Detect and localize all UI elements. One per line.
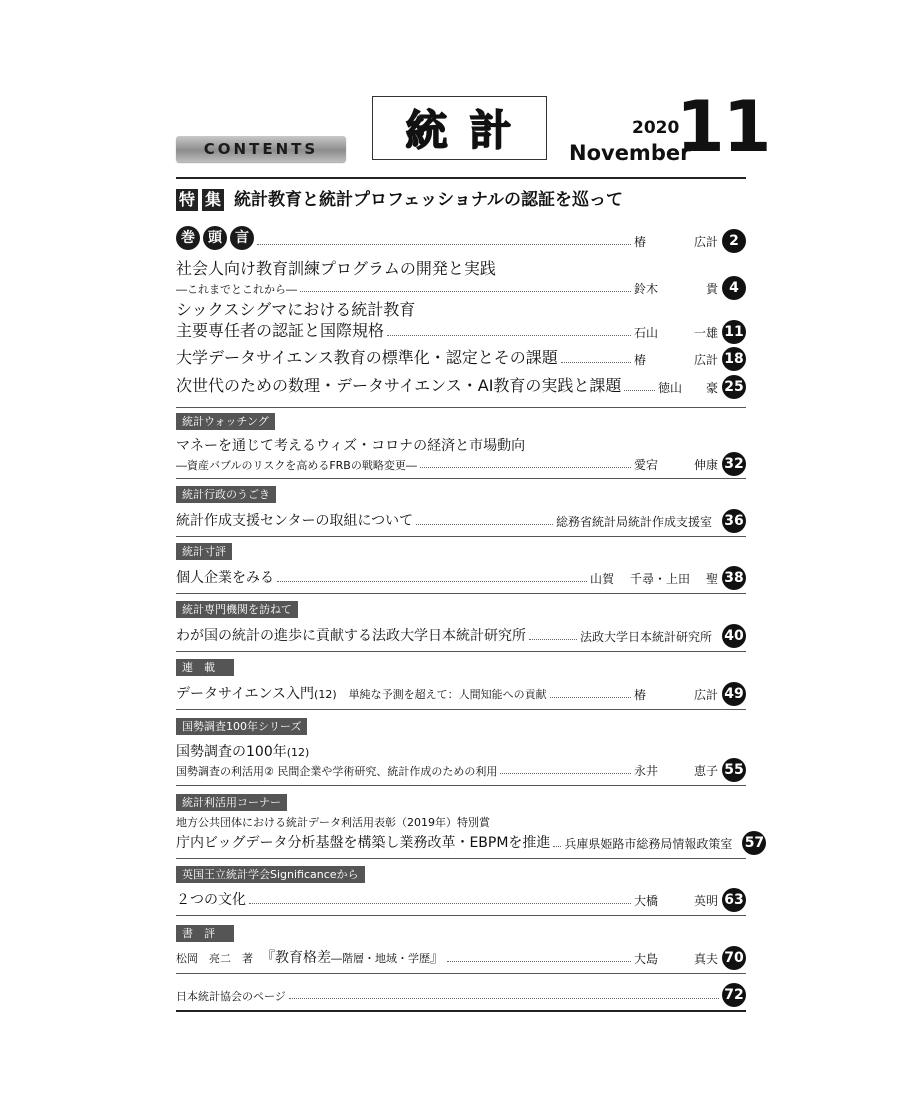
book-title: 『教育格差 (261, 950, 331, 966)
section-divider (176, 407, 746, 408)
section-label-riyou: 統計利活用コーナー (176, 794, 287, 811)
section-divider (176, 651, 746, 652)
page-number: 2 (722, 229, 746, 253)
section-label-gyosei: 統計行政のうごき (176, 486, 276, 503)
section-label-sunpyo: 統計寸評 (176, 543, 232, 560)
toc-entry-rensai[interactable] (176, 682, 746, 703)
feature-heading (176, 189, 623, 211)
award-line: 地方公共団体における統計データ利活用表彰（2019年）特別賞 (176, 816, 490, 829)
leader-dots (300, 291, 631, 292)
article-title: 個人企業をみる (176, 570, 274, 586)
toc-entry-shohyo[interactable] (176, 946, 746, 967)
leader-dots (624, 390, 655, 391)
leader-dots (257, 244, 631, 245)
section-divider (176, 593, 746, 594)
foreword-char-3: 言 (230, 226, 254, 250)
article-subtitle: 単純な予測を超えて：人間知能への貢献 (348, 688, 547, 701)
author: 椿 広計 (634, 688, 718, 702)
footer-rule (176, 1010, 746, 1012)
author: 大橋 英明 (634, 894, 718, 908)
leader-dots (416, 524, 553, 525)
leader-dots (553, 846, 561, 847)
section-label-kokusei: 国勢調査100年シリーズ (176, 718, 307, 735)
article-title[interactable]: 社会人向け教育訓練プログラムの開発と実践 (176, 259, 496, 278)
page-number: 18 (722, 347, 746, 371)
author: 兵庫県姫路市総務局情報政策室 (564, 837, 733, 851)
book-reviewer: 松岡 亮二 著 (176, 952, 253, 965)
author: 総務省統計局統計作成支援室 (555, 515, 712, 529)
article-title: わが国の統計の進歩に貢献する法政大学日本統計研究所 (176, 628, 526, 644)
article-title: 統計作成支援センターの取組について (176, 513, 414, 529)
section-label-shohyo: 書 評 (176, 925, 234, 942)
contents-label: CONTENTS (176, 136, 346, 162)
section-divider (176, 536, 746, 537)
page-number: 49 (722, 682, 746, 706)
section-divider (176, 858, 746, 859)
toc-entry-article-2[interactable] (176, 320, 746, 341)
book-title-close: 』 (430, 950, 444, 966)
section-divider (176, 478, 746, 479)
series-number: (12) (314, 688, 337, 701)
page-number: 25 (722, 375, 746, 399)
feature-title: 統計教育と統計プロフェッショナルの認証を巡って (234, 190, 623, 210)
article-title: 日本統計協会のページ (176, 990, 286, 1003)
leader-dots (387, 335, 631, 336)
article-title: 大学データサイエンス教育の標準化・認定とその課題 (176, 348, 558, 367)
page-number: 70 (722, 946, 746, 970)
toc-entry-article-3[interactable] (176, 347, 746, 368)
foreword-char-2: 頭 (203, 226, 227, 250)
issue-number: 11 (676, 86, 770, 168)
toc-entry-foreword[interactable] (176, 226, 746, 250)
page-number: 63 (722, 888, 746, 912)
article-title: ２つの文化 (176, 892, 246, 908)
section-divider (176, 915, 746, 916)
author: 椿 広計 (634, 353, 718, 367)
section-label-watching: 統計ウォッチング (176, 413, 275, 430)
issue-month: November (569, 141, 691, 165)
article-title: データサイエンス入門 (176, 686, 315, 702)
toc-entry-kyokai[interactable] (176, 983, 746, 1004)
page-number: 4 (722, 276, 746, 300)
toc-entry-article-4[interactable] (176, 375, 746, 396)
page-number: 40 (722, 624, 746, 648)
article-title-line2: 主要専任者の認証と国際規格 (176, 321, 385, 340)
leader-dots (561, 362, 631, 363)
author: 石山 一雄 (634, 326, 718, 340)
leader-dots (500, 773, 631, 774)
leader-dots (529, 639, 577, 640)
section-label-significance: 英国王立統計学会Significanceから (176, 866, 365, 883)
article-title-line1[interactable]: シックスシグマにおける統計教育 (176, 300, 416, 319)
page-number: 32 (722, 452, 746, 476)
page-number: 11 (722, 320, 746, 344)
feature-badge-2: 集 (202, 189, 224, 211)
magazine-title: 統計 (405, 106, 534, 155)
section-divider (176, 785, 746, 786)
leader-dots (249, 903, 631, 904)
page-number: 72 (722, 983, 746, 1007)
author: 椿 広計 (634, 235, 718, 249)
author: 山賀 千尋・上田 聖 (590, 572, 718, 586)
toc-entry-kokusei[interactable] (176, 758, 746, 779)
section-label-kikan: 統計専門機関を訪ねて (176, 601, 298, 618)
author: 大島 真夫 (634, 952, 718, 966)
feature-badge-1: 特 (176, 189, 198, 211)
toc-entry-article-1[interactable] (176, 276, 746, 297)
toc-entry-sunpyo[interactable] (176, 566, 746, 587)
page-number: 55 (722, 758, 746, 782)
header-rule (176, 177, 746, 179)
toc-entry-watching[interactable] (176, 452, 746, 473)
toc-entry-kikan[interactable] (176, 624, 746, 645)
author: 永井 恵子 (634, 764, 718, 778)
author: 愛宕 伸康 (634, 458, 718, 472)
magazine-logo (372, 96, 547, 160)
section-divider (176, 973, 746, 974)
leader-dots (420, 467, 631, 468)
article-title: 庁内ビッグデータ分析基盤を構築し業務改革・EBPMを推進 (176, 835, 551, 851)
page-number: 36 (722, 509, 746, 533)
page-number: 38 (722, 566, 746, 590)
toc-entry-riyou[interactable] (176, 831, 765, 852)
leader-dots (289, 998, 719, 999)
article-title: 国勢調査の100年 (176, 744, 287, 760)
foreword-char-1: 巻 (176, 226, 200, 250)
article-subtitle: 国勢調査の利活用② 民間企業や学術研究、統計作成のための利用 (176, 765, 498, 778)
author: 徳山 豪 (658, 381, 718, 395)
article-subtitle: ―資産バブルのリスクを高めるFRBの戦略変更― (176, 459, 417, 472)
article-title[interactable]: マネーを通じて考えるウィズ・コロナの経済と市場動向 (176, 438, 526, 454)
leader-dots (277, 581, 587, 582)
article-subtitle: ―これまでとこれから― (176, 283, 297, 296)
section-label-rensai: 連 載 (176, 659, 234, 676)
author: 法政大学日本統計研究所 (579, 630, 712, 644)
section-divider (176, 709, 746, 710)
author: 鈴木 貴 (634, 282, 718, 296)
toc-entry-significance[interactable] (176, 888, 746, 909)
leader-dots (447, 961, 631, 962)
book-title-sub: ―階層・地域・学歴 (331, 952, 430, 965)
issue-year: 2020 (632, 118, 680, 138)
leader-dots (550, 697, 631, 698)
page-number: 57 (742, 831, 766, 855)
series-number: (12) (286, 746, 310, 759)
article-title: 次世代のための数理・データサイエンス・AI教育の実践と課題 (176, 376, 622, 395)
toc-entry-gyosei[interactable] (176, 509, 746, 530)
